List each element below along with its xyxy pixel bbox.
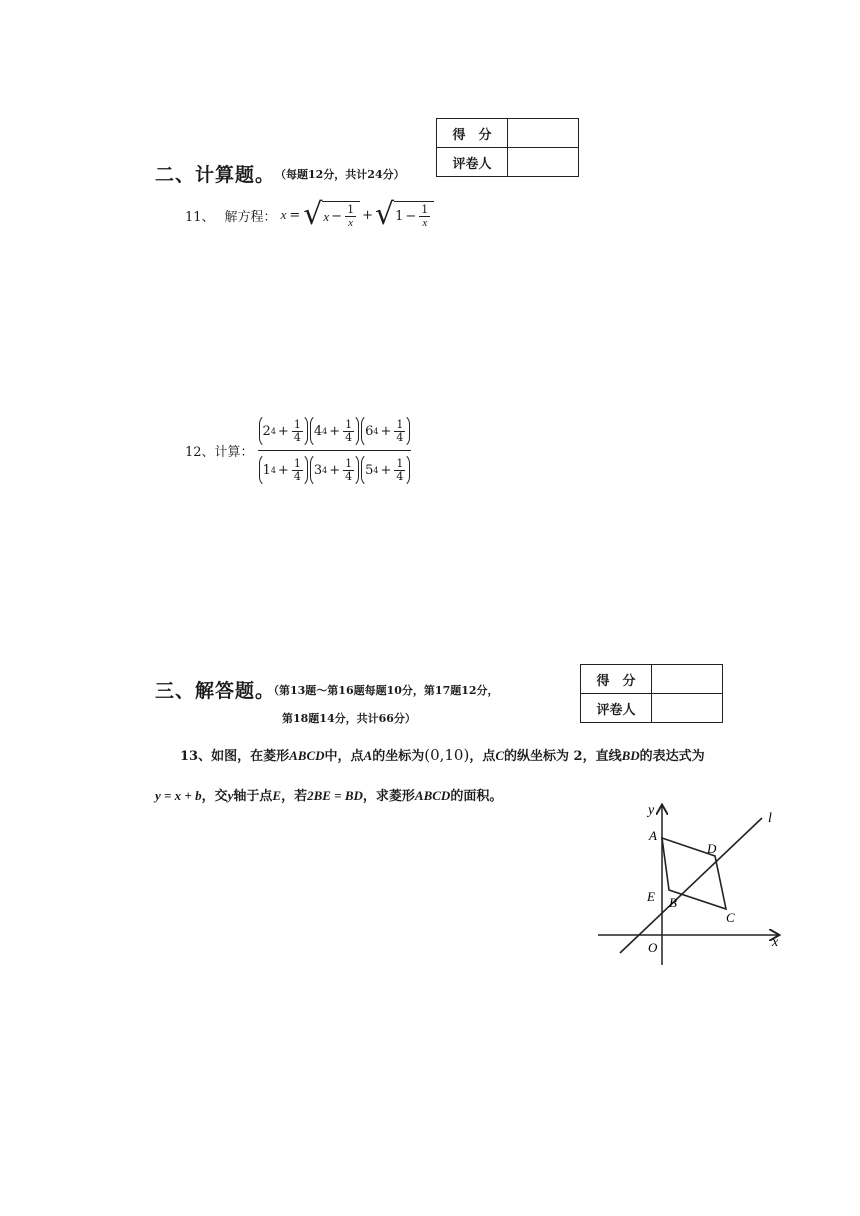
label-l: l (768, 811, 772, 826)
q13-text: ，点 (469, 749, 496, 764)
q12-qden: 4 (293, 469, 301, 483)
q13-bd: BD (621, 748, 640, 763)
q12-exp: 4 (270, 426, 276, 436)
q13-point-c: C (495, 748, 505, 763)
q12-quarter (394, 419, 405, 444)
q11-frac1-num: 1 (347, 203, 355, 216)
q11-eq: = (289, 207, 301, 223)
question-11 (185, 197, 434, 232)
q13-coord: (0,10) (424, 746, 470, 764)
label-x: x (772, 935, 779, 950)
q12-qnum: 1 (396, 456, 404, 470)
q12-num-term-2 (310, 414, 359, 448)
q11-rad2-op: − (405, 209, 417, 224)
q12-qnum: 1 (293, 456, 301, 470)
q11-rad1-a: x (323, 208, 330, 224)
line-l (620, 818, 762, 953)
section3-note-line1: （第13题～第16题每题10分，第17题12分， (268, 684, 499, 697)
q13-text: 中，点 (324, 749, 364, 764)
q11-lhs: x (280, 207, 287, 222)
q11-radical-2: √ 1 − $\frac{1}{x}$ (375, 200, 434, 230)
section3-note-line2: 第18题14分，共计66分） (282, 712, 416, 725)
q12-den-base-2: 3 (313, 462, 323, 478)
score-label: 得 分 (581, 665, 652, 694)
q12-quarter (394, 458, 405, 483)
q12-exp: 4 (373, 426, 379, 436)
q12-qden: 4 (396, 469, 404, 483)
question-13-line2 (155, 785, 502, 804)
q13-text: 的纵坐标为 2，直线 (504, 749, 622, 764)
q11-radical-1: √ x − $\frac{1}{x}$ (303, 200, 360, 230)
q11-plus: + (362, 207, 373, 223)
q12-den-base-1: 1 (262, 462, 271, 478)
score-cell[interactable] (508, 119, 579, 148)
q12-den-base-3: 5 (365, 462, 374, 478)
q12-denominator (258, 451, 412, 489)
q13-text: 的面积。 (450, 789, 503, 804)
label-e: E (647, 889, 655, 904)
q12-den-term-3 (361, 453, 410, 487)
q12-exp: 4 (322, 426, 328, 436)
q12-plus: + (329, 423, 341, 439)
q12-qden: 4 (396, 430, 404, 444)
q12-quarter (292, 458, 303, 483)
q12-plus: + (277, 423, 289, 439)
score-cell[interactable] (652, 665, 723, 694)
score-table-section3 (580, 664, 723, 723)
question-12 (185, 412, 411, 489)
q12-plus: + (277, 462, 289, 478)
q13-text: 如图，在菱形 (211, 749, 290, 764)
q11-prompt: 解方程： (224, 209, 277, 225)
q13-line-eq: y = x + b (155, 788, 202, 803)
q12-num-term-3 (361, 414, 410, 448)
q11-frac-2 (419, 204, 430, 229)
q13-text: ，交 (201, 789, 228, 804)
q12-num-base-1: 2 (262, 423, 271, 439)
q13-text: 的表达式为 (639, 749, 705, 764)
label-o: O (648, 940, 658, 955)
q13-label: 13、 (180, 749, 212, 764)
label-a: A (649, 828, 657, 843)
q12-den-term-2 (310, 453, 359, 487)
q12-quarter (343, 419, 354, 444)
q12-qnum: 1 (396, 417, 404, 431)
q12-qden: 4 (345, 430, 353, 444)
grader-label: 评卷人 (581, 694, 652, 723)
q12-qnum: 1 (293, 417, 301, 431)
q11-frac2-den: x (422, 217, 428, 229)
q12-qnum: 1 (345, 456, 353, 470)
q13-y-axis: y (227, 788, 234, 803)
q12-num-term-1 (259, 414, 308, 448)
q11-frac1-den: x (348, 217, 353, 229)
q11-rad2-a: 1 (395, 209, 404, 224)
q13-text: ，若 (281, 789, 308, 804)
rhombus-figure (590, 800, 790, 970)
grader-cell[interactable] (652, 694, 723, 723)
q12-den-term-1 (259, 453, 308, 487)
label-b: B (669, 895, 677, 910)
q12-exp: 4 (322, 465, 328, 475)
q12-quarter (292, 419, 303, 444)
q13-text: ，求菱形 (362, 789, 415, 804)
q11-frac2-num: 1 (421, 203, 429, 216)
q13-point-a: A (363, 748, 373, 763)
q13-point-e: E (272, 788, 282, 803)
q12-plus: + (380, 462, 392, 478)
q12-expression (258, 412, 412, 489)
grader-cell[interactable] (508, 148, 579, 177)
q12-exp: 4 (373, 465, 379, 475)
q12-qden: 4 (293, 430, 301, 444)
section2-title: 二、计算题。 (155, 164, 276, 186)
section3-title: 三、解答题。 (155, 680, 276, 702)
q12-qnum: 1 (345, 417, 353, 431)
section2-note: （每题12分，共计24分） (275, 168, 405, 181)
question-13-line1 (180, 745, 705, 764)
label-y: y (648, 803, 655, 818)
q12-plus: + (329, 462, 341, 478)
q12-num-base-3: 6 (365, 423, 374, 439)
q11-rad1-op: − (331, 209, 343, 224)
q12-quarter (343, 458, 354, 483)
q12-numerator (258, 412, 412, 450)
q12-label: 12、计算： (185, 445, 254, 460)
grader-label: 评卷人 (437, 148, 508, 177)
q11-frac-1 (345, 204, 356, 229)
label-d: D (707, 841, 717, 856)
q12-exp: 4 (270, 465, 276, 475)
q12-qden: 4 (345, 469, 353, 483)
label-c: C (726, 910, 735, 925)
q13-condition: 2BE = BD (307, 788, 363, 803)
q12-plus: + (380, 423, 392, 439)
q13-text: 的坐标为 (372, 749, 425, 764)
q12-num-base-2: 4 (313, 423, 323, 439)
score-table-section2 (436, 118, 579, 177)
q13-abcd: ABCD (289, 748, 325, 763)
q13-abcd: ABCD (414, 788, 451, 803)
q13-text: 轴于点 (233, 789, 273, 804)
q11-label: 11、 (185, 209, 215, 225)
score-label: 得 分 (437, 119, 508, 148)
